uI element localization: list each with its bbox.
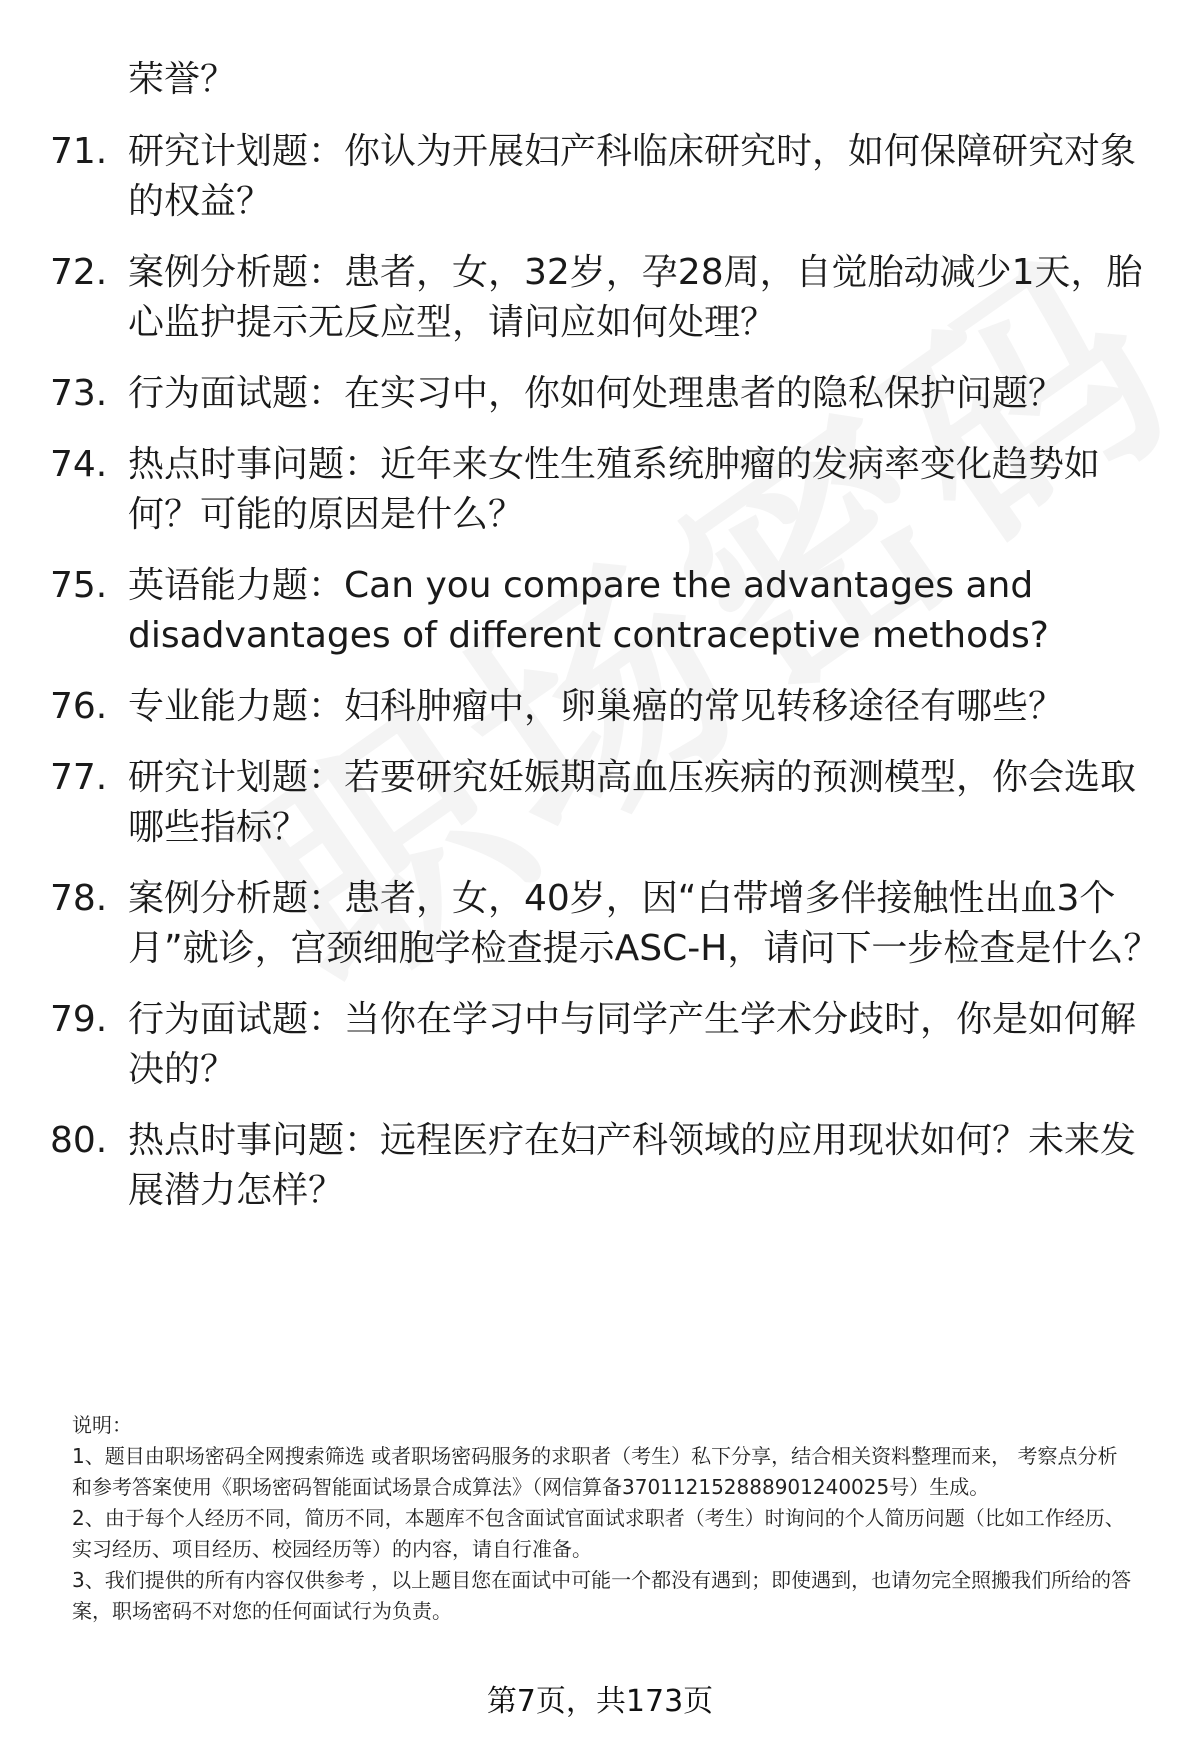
question-item [50, 127, 1160, 227]
notes-item: 3、我们提供的所有内容仅供参考 ，以上题目您在面试中可能一个都没有遇到；即使遇到，也请勿完全照搬我们所给的答案，职场密码不对您的任何面试行为负责。 [72, 1568, 1132, 1623]
page-number: 第7页，共173页 [486, 1684, 714, 1719]
question-text: 行为面试题：当你在学习中与同学产生学术分歧时，你是如何解决的？ [128, 999, 1137, 1090]
question-number: 80. [50, 1120, 108, 1161]
question-item [50, 1116, 1160, 1216]
question-item [50, 369, 1160, 419]
notes-heading: 说明： [72, 1413, 132, 1437]
question-item [50, 682, 1160, 732]
question-number: 76. [50, 686, 108, 727]
question-text: 热点时事问题：远程医疗在妇产科领域的应用现状如何？未来发展潜力怎样？ [128, 1120, 1137, 1211]
notes-item: 1、题目由职场密码全网搜索筛选 或者职场密码服务的求职者（考生）私下分享，结合相关资料整理而来， 考察点分析和参考答案使用《职场密码智能面试场景合成算法》（网信算备370112152888901240025号）生成。 [72, 1444, 1118, 1499]
question-number: 79. [50, 999, 108, 1040]
question-number: 73. [50, 373, 108, 414]
question-item [50, 753, 1160, 853]
question-item [50, 995, 1160, 1095]
question-item [50, 561, 1160, 661]
question-text: 荣誉？ [128, 59, 237, 100]
question-text: 案例分析题：患者，女，32岁，孕28周，自觉胎动减少1天，胎心监护提示无反应型，请问应如何处理？ [128, 252, 1143, 343]
question-number: 77. [50, 757, 108, 798]
question-number: 75. [50, 565, 108, 606]
question-text: 行为面试题：在实习中，你如何处理患者的隐私保护问题？ [128, 373, 1065, 414]
question-item [50, 874, 1160, 974]
question-number: 72. [50, 252, 108, 293]
question-number: 71. [50, 131, 108, 172]
question-number: 78. [50, 878, 108, 919]
question-text: 案例分析题：患者，女，40岁，因“白带增多伴接触性出血3个月”就诊，宫颈细胞学检查提示ASC-H，请问下一步检查是什么？ [128, 878, 1160, 969]
question-text: 热点时事问题：近年来女性生殖系统肿瘤的发病率变化趋势如何？可能的原因是什么？ [128, 444, 1101, 535]
question-item [50, 440, 1160, 540]
notes-section [72, 1410, 1132, 1627]
question-list [50, 55, 1160, 1237]
question-text: 英语能力题：Can you compare the advantages and disadvantages of different contraceptive methods? [128, 565, 1049, 656]
notes-item: 2、由于每个人经历不同，简历不同，本题库不包含面试官面试求职者（考生）时询问的个人简历问题（比如工作经历、实习经历、项目经历、校园经历等）的内容，请自行准备。 [72, 1506, 1125, 1561]
question-text: 研究计划题：若要研究妊娠期高血压疾病的预测模型，你会选取哪些指标？ [128, 757, 1137, 848]
question-item [50, 55, 1160, 105]
question-item [50, 248, 1160, 348]
question-text: 专业能力题：妇科肿瘤中，卵巢癌的常见转移途径有哪些？ [128, 686, 1065, 727]
question-text: 研究计划题：你认为开展妇产科临床研究时，如何保障研究对象的权益？ [128, 131, 1137, 222]
question-number: 74. [50, 444, 108, 485]
